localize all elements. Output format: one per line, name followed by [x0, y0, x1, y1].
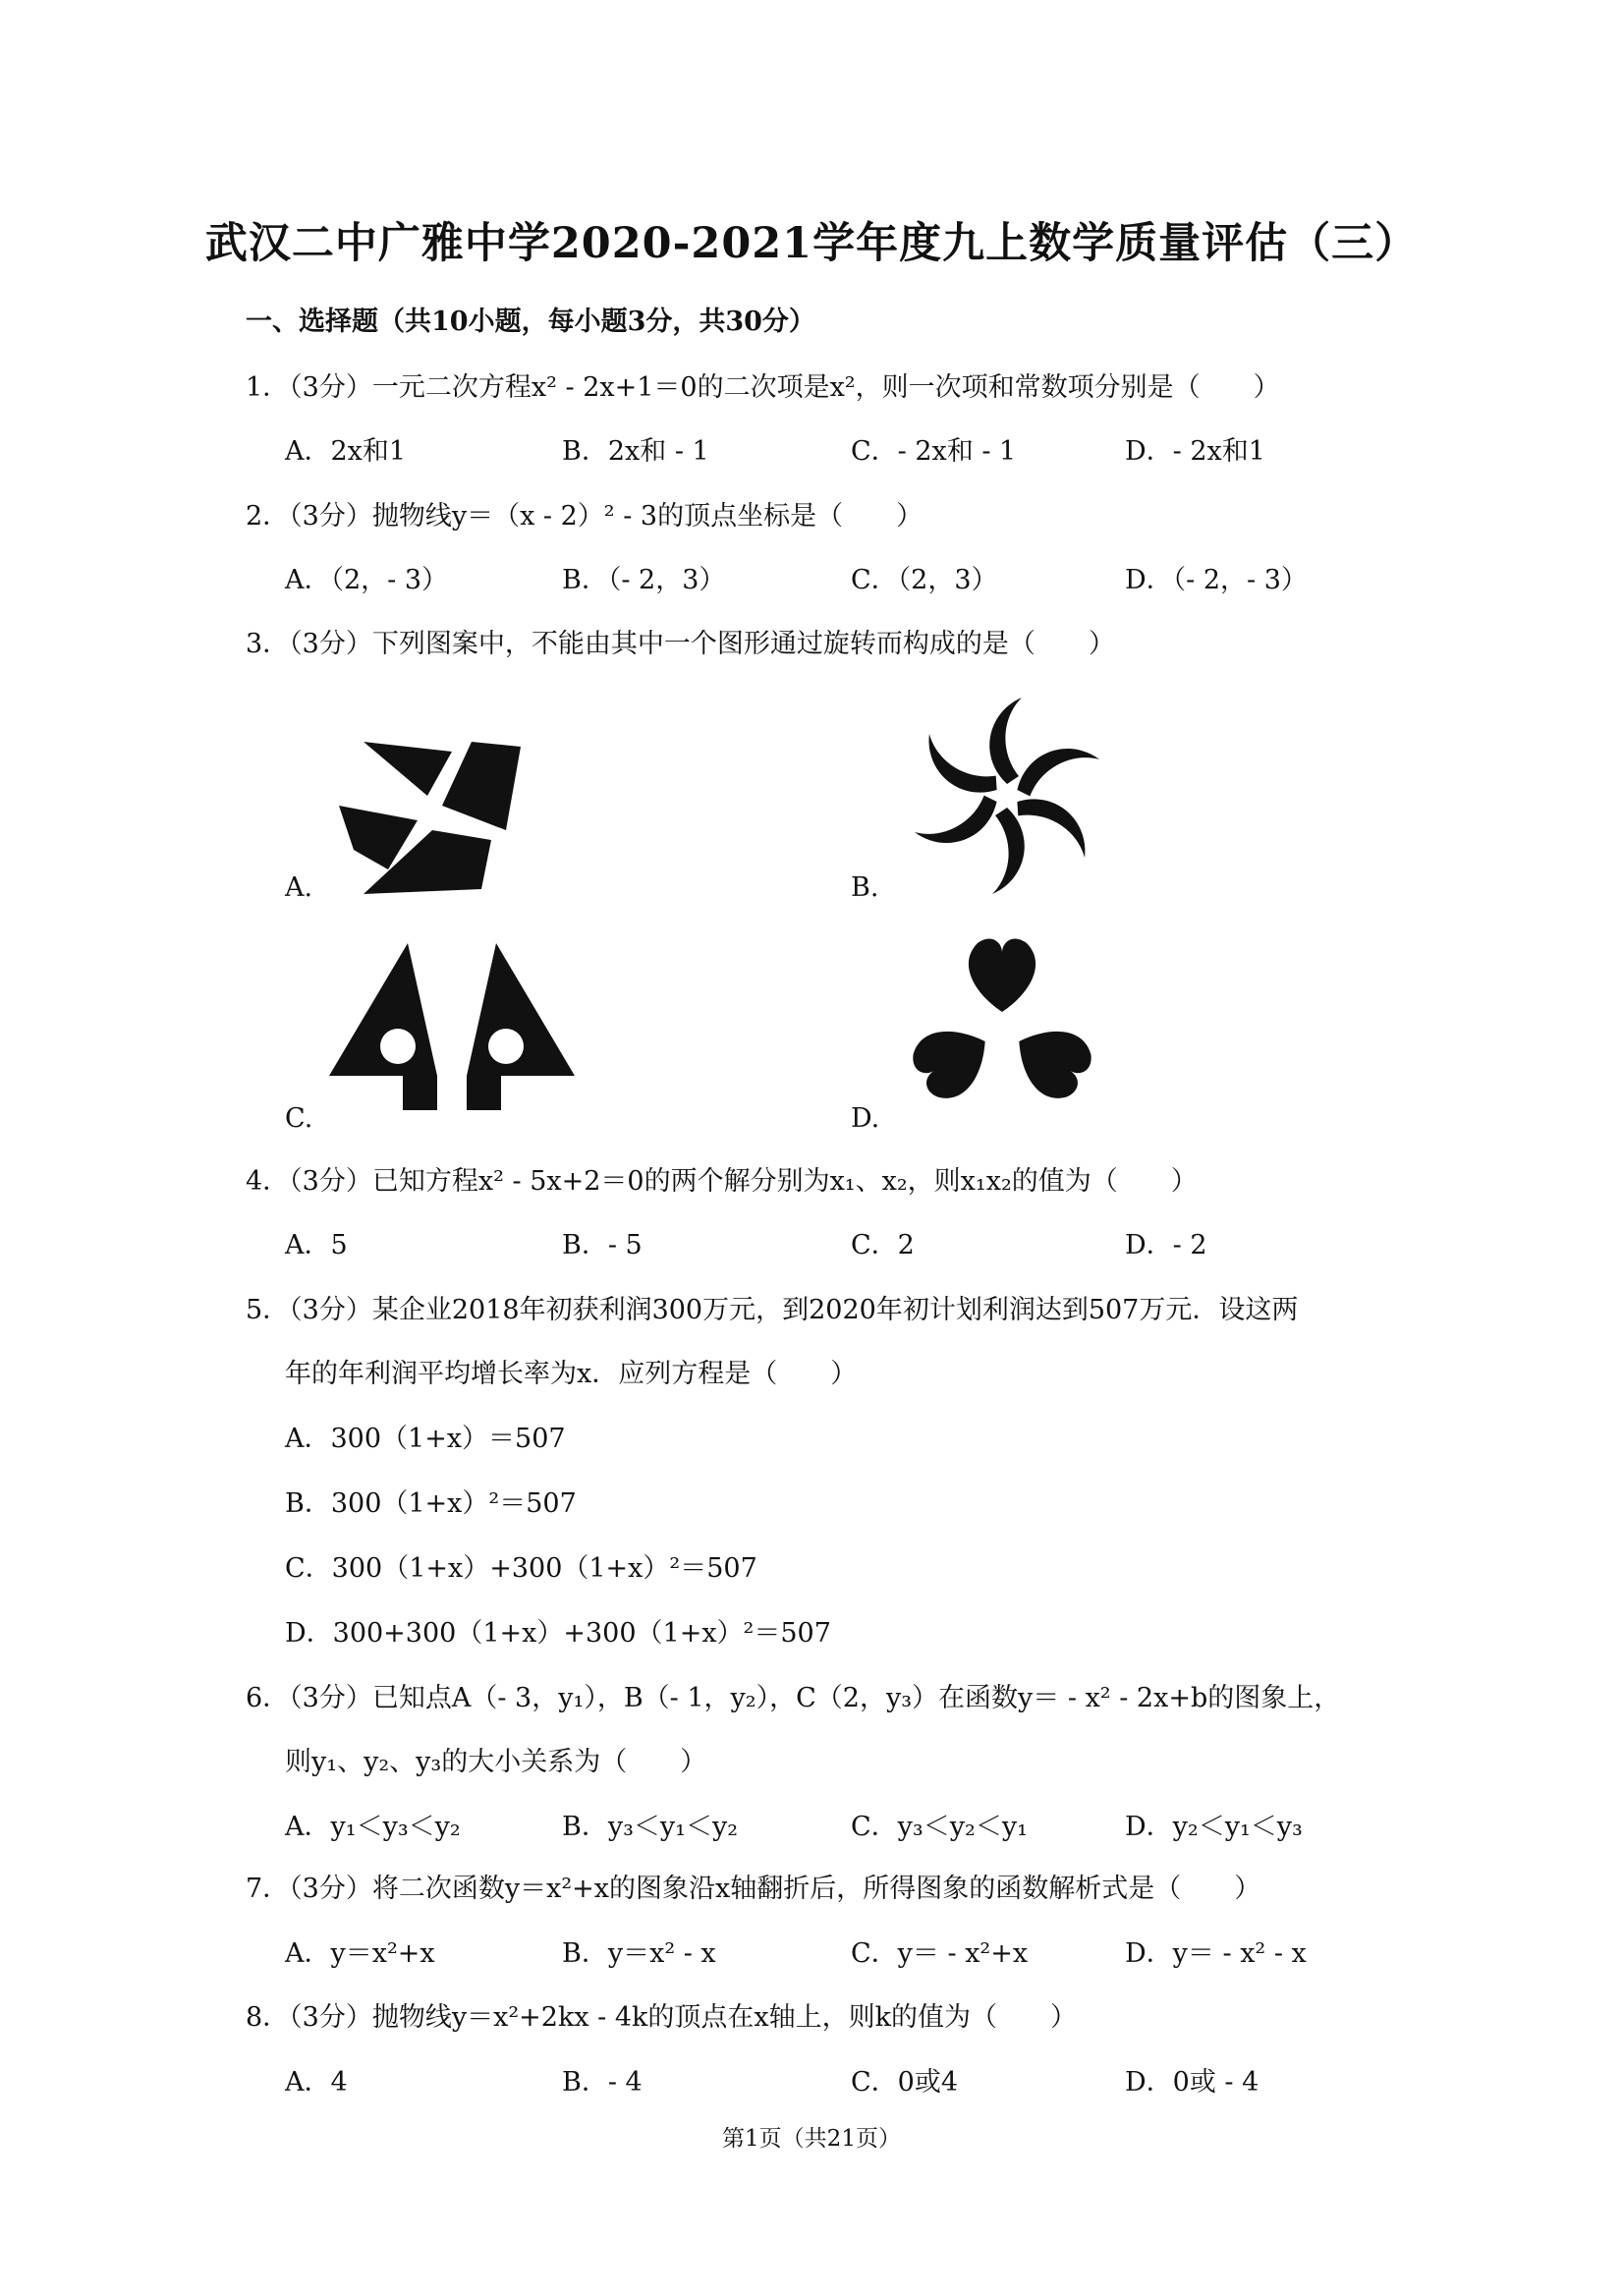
question-1-option-b[interactable]: B．2x和 - 1 — [562, 436, 709, 467]
question-8-option-b[interactable]: B．- 4 — [562, 2067, 643, 2098]
question-7-option-c[interactable]: C．y＝ - x²+x — [851, 1938, 1029, 1969]
question-2-option-d[interactable]: D．（- 2，- 3） — [1125, 565, 1308, 595]
question-2-option-a[interactable]: A．（2，- 3） — [285, 565, 449, 595]
figure-a-label[interactable]: A. — [285, 872, 313, 903]
question-8-option-d[interactable]: D．0或 - 4 — [1125, 2067, 1259, 2098]
question-5-option-a[interactable]: A．300（1+x）＝507 — [285, 1424, 566, 1454]
question-4-stem: 4．（3分）已知方程x² - 5x+2＝0的两个解分别为x₁、x₂，则x₁x₂的值为（ ） — [246, 1166, 1198, 1197]
question-2-option-b[interactable]: B．（- 2，3） — [562, 565, 726, 595]
question-6-option-b[interactable]: B．y₃＜y₁＜y₂ — [562, 1812, 739, 1842]
question-6-option-d[interactable]: D．y₂＜y₁＜y₃ — [1125, 1812, 1303, 1842]
question-7-option-a[interactable]: A．y＝x²+x — [285, 1938, 435, 1969]
figure-d-label[interactable]: D. — [851, 1103, 880, 1134]
figure-b-label[interactable]: B. — [851, 872, 879, 903]
question-4-option-c[interactable]: C．2 — [851, 1230, 915, 1260]
figure-c-label[interactable]: C. — [285, 1103, 313, 1134]
page-title: 武汉二中广雅中学2020-2021学年度九上数学质量评估（三） — [204, 219, 1419, 268]
question-5-option-b[interactable]: B．300（1+x）²＝507 — [285, 1488, 577, 1519]
question-6-stem-line2: 则y₁、y₂、y₃的大小关系为（ ） — [285, 1747, 707, 1777]
question-6-option-c[interactable]: C．y₃＜y₂＜y₁ — [851, 1812, 1028, 1842]
question-1-option-c[interactable]: C．- 2x和 - 1 — [851, 436, 1017, 467]
question-2-stem: 2．（3分）抛物线y＝（x - 2）² - 3的顶点坐标是（ ） — [246, 501, 923, 532]
question-4-option-a[interactable]: A．5 — [285, 1230, 348, 1260]
question-5-stem: 5．（3分）某企业2018年初获利润300万元，到2020年初计划利润达到507万元．设这两 — [246, 1295, 1299, 1325]
question-5-stem-line2: 年的年利润平均增长率为x．应列方程是（ ） — [285, 1359, 858, 1389]
question-3-stem: 3．（3分）下列图案中，不能由其中一个图形通过旋转而构成的是（ ） — [246, 629, 1115, 659]
question-7-stem: 7．（3分）将二次函数y＝x²+x的图象沿x轴翻折后，所得图象的函数解析式是（ ） — [246, 1874, 1261, 1904]
hearts-figure-icon — [899, 928, 1105, 1125]
question-1-option-d[interactable]: D．- 2x和1 — [1125, 436, 1265, 467]
question-1-stem: 1．（3分）一元二次方程x² - 2x+1＝0的二次项是x²，则一次项和常数项分别是（ ） — [246, 372, 1280, 403]
pinwheel-figure-icon — [334, 722, 531, 899]
question-5-option-d[interactable]: D．300+300（1+x）+300（1+x）²＝507 — [285, 1618, 831, 1649]
question-6-stem: 6．（3分）已知点A（- 3，y₁），B（- 1，y₂），C（2，y₃）在函数y＝ - x² - 2x+b的图象上， — [246, 1683, 1341, 1713]
section-heading: 一、选择题（共10小题，每小题3分，共30分） — [246, 307, 815, 337]
page-footer: 第1页（共21页） — [722, 2126, 901, 2152]
swirl-figure-icon — [904, 693, 1110, 899]
question-6-option-a[interactable]: A．y₁＜y₃＜y₂ — [285, 1812, 461, 1842]
question-8-stem: 8．（3分）抛物线y＝x²+2kx - 4k的顶点在x轴上，则k的值为（ ） — [246, 2002, 1077, 2033]
triangles-with-holes-figure-icon — [329, 938, 585, 1120]
question-4-option-b[interactable]: B．- 5 — [562, 1230, 643, 1260]
question-7-option-b[interactable]: B．y＝x² - x — [562, 1938, 716, 1969]
question-4-option-d[interactable]: D．- 2 — [1125, 1230, 1207, 1260]
question-1-option-a[interactable]: A．2x和1 — [285, 436, 407, 467]
question-2-option-c[interactable]: C．（2，3） — [851, 565, 998, 595]
question-5-option-c[interactable]: C．300（1+x）+300（1+x）²＝507 — [285, 1553, 757, 1584]
question-8-option-a[interactable]: A．4 — [285, 2067, 348, 2098]
question-8-option-c[interactable]: C．0或4 — [851, 2067, 959, 2098]
question-7-option-d[interactable]: D．y＝ - x² - x — [1125, 1938, 1307, 1969]
